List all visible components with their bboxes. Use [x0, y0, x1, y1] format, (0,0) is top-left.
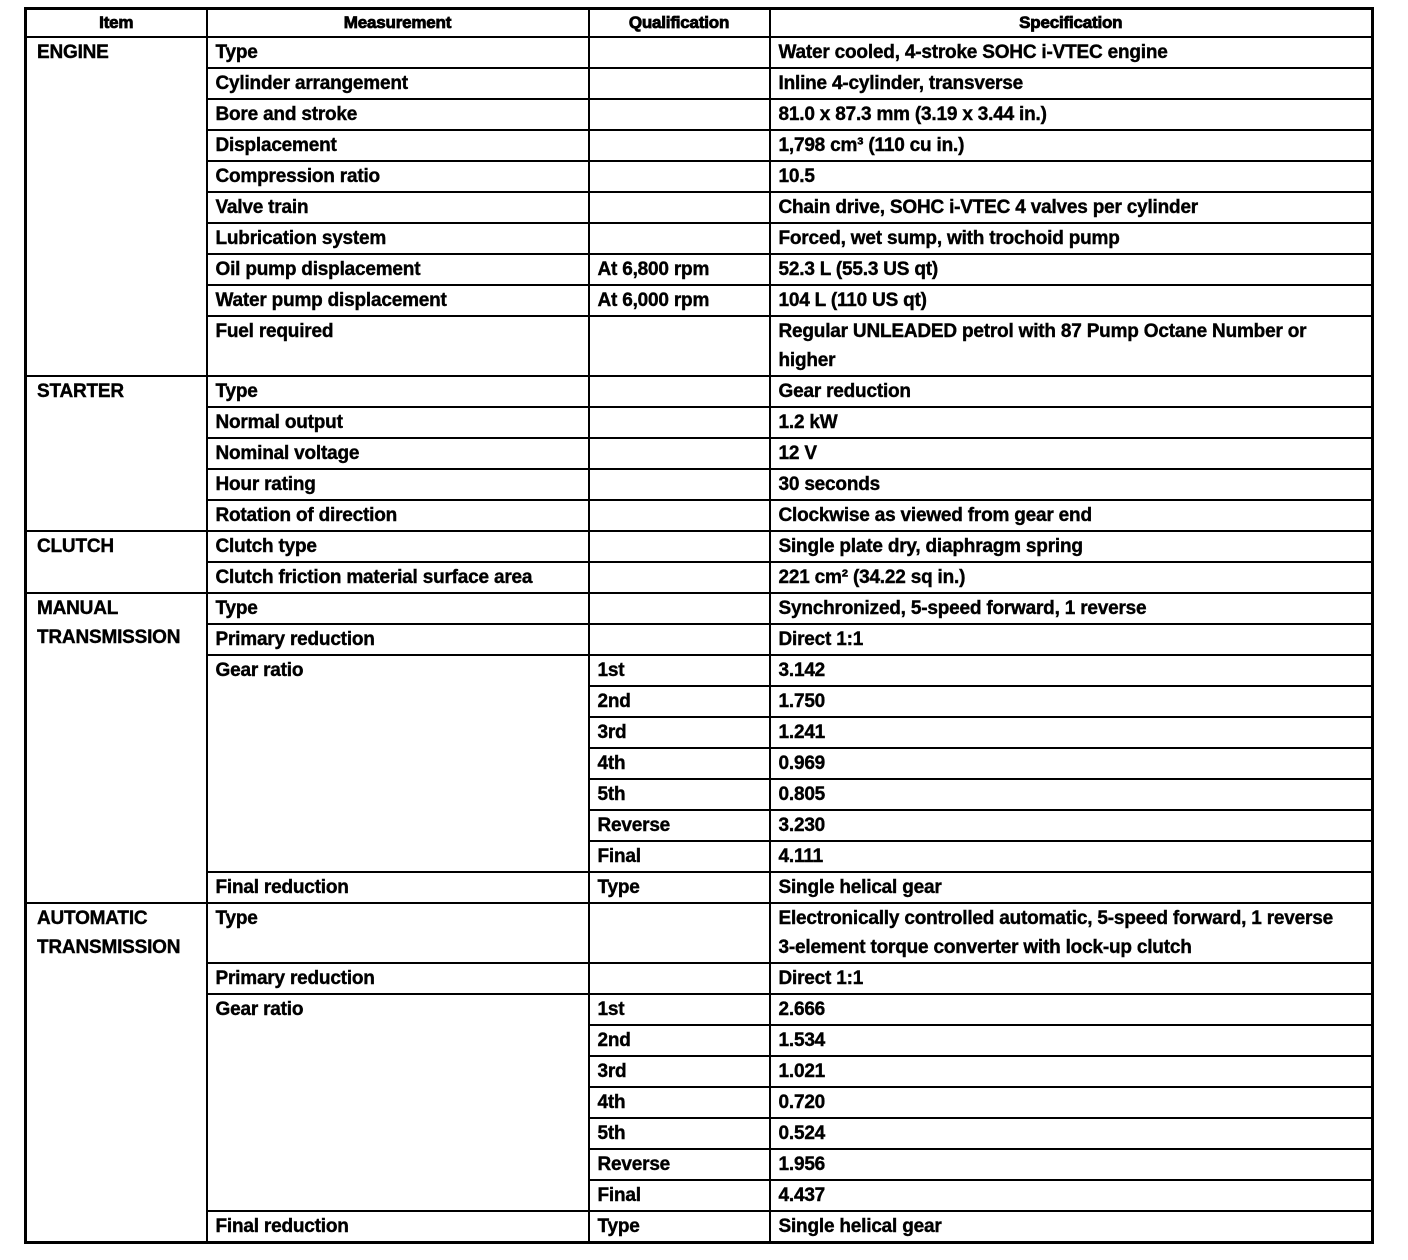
specification-cell: Direct 1:1	[770, 624, 1373, 655]
specification-cell: 1.750	[770, 686, 1373, 717]
table-row	[26, 1211, 1373, 1243]
specification-cell: 1,798 cm³ (110 cu in.)	[770, 130, 1373, 161]
qualification-cell: 5th	[589, 779, 770, 810]
specification-cell: Direct 1:1	[770, 963, 1373, 994]
header-item: Item	[26, 9, 207, 38]
table-row	[26, 192, 1373, 223]
measurement-cell: Type	[207, 376, 589, 407]
measurement-cell: Bore and stroke	[207, 99, 589, 130]
qualification-cell	[589, 407, 770, 438]
table-row	[26, 37, 1373, 68]
table-row	[26, 500, 1373, 531]
table-row	[26, 376, 1373, 407]
specification-cell: 0.969	[770, 748, 1373, 779]
specification-cell: Regular UNLEADED petrol with 87 Pump Octane Number or higher	[770, 316, 1373, 376]
qualification-cell	[589, 192, 770, 223]
item-label-line: TRANSMISSION	[37, 627, 181, 648]
qualification-cell	[589, 130, 770, 161]
table-row	[26, 963, 1373, 994]
measurement-cell: Final reduction	[207, 872, 589, 903]
qualification-cell	[589, 223, 770, 254]
specification-cell	[770, 903, 1373, 963]
specification-cell: 4.437	[770, 1180, 1373, 1211]
qualification-cell	[589, 161, 770, 192]
specification-cell: 0.720	[770, 1087, 1373, 1118]
item-label-line: MANUAL	[37, 598, 119, 619]
specification-cell: 1.021	[770, 1056, 1373, 1087]
table-row	[26, 407, 1373, 438]
specification-cell: 52.3 L (55.3 US qt)	[770, 254, 1373, 285]
measurement-cell-gear-ratio: Gear ratio	[207, 655, 589, 872]
item-automatic-transmission	[26, 903, 207, 1243]
qualification-cell	[589, 500, 770, 531]
qualification-cell	[589, 903, 770, 963]
specification-cell: Forced, wet sump, with trochoid pump	[770, 223, 1373, 254]
item-label-line: TRANSMISSION	[37, 937, 181, 958]
specification-cell: 81.0 x 87.3 mm (3.19 x 3.44 in.)	[770, 99, 1373, 130]
qualification-cell	[589, 316, 770, 376]
table-row	[26, 285, 1373, 316]
specification-cell: 10.5	[770, 161, 1373, 192]
measurement-cell: Hour rating	[207, 469, 589, 500]
qualification-cell: 2nd	[589, 1025, 770, 1056]
qualification-cell: 2nd	[589, 686, 770, 717]
table-row	[26, 655, 1373, 686]
measurement-cell: Primary reduction	[207, 624, 589, 655]
table-row	[26, 469, 1373, 500]
specification-cell: Gear reduction	[770, 376, 1373, 407]
measurement-cell: Final reduction	[207, 1211, 589, 1243]
item-manual-transmission	[26, 593, 207, 903]
specification-cell: 12 V	[770, 438, 1373, 469]
specification-cell: Chain drive, SOHC i-VTEC 4 valves per cylinder	[770, 192, 1373, 223]
qualification-cell: 1st	[589, 655, 770, 686]
qualification-cell	[589, 624, 770, 655]
measurement-cell: Water pump displacement	[207, 285, 589, 316]
table-row	[26, 68, 1373, 99]
qualification-cell: 4th	[589, 1087, 770, 1118]
table-row	[26, 903, 1373, 963]
specification-cell: Single helical gear	[770, 1211, 1373, 1243]
qualification-cell	[589, 37, 770, 68]
measurement-cell: Compression ratio	[207, 161, 589, 192]
table-row	[26, 624, 1373, 655]
qualification-cell	[589, 376, 770, 407]
item-clutch: CLUTCH	[26, 531, 207, 593]
table-row	[26, 130, 1373, 161]
item-starter: STARTER	[26, 376, 207, 531]
header-specification: Specification	[770, 9, 1373, 38]
measurement-cell-gear-ratio: Gear ratio	[207, 994, 589, 1211]
qualification-cell	[589, 562, 770, 593]
table-row	[26, 161, 1373, 192]
qualification-cell	[589, 99, 770, 130]
measurement-cell: Valve train	[207, 192, 589, 223]
qualification-cell: Type	[589, 1211, 770, 1243]
qualification-cell: Final	[589, 841, 770, 872]
specification-cell: Single plate dry, diaphragm spring	[770, 531, 1373, 562]
qualification-cell: 4th	[589, 748, 770, 779]
specification-cell: Clockwise as viewed from gear end	[770, 500, 1373, 531]
qualification-cell: 3rd	[589, 1056, 770, 1087]
specification-cell: 4.111	[770, 841, 1373, 872]
specification-cell: 1.534	[770, 1025, 1373, 1056]
specification-cell: 0.524	[770, 1118, 1373, 1149]
table-row	[26, 872, 1373, 903]
specification-cell: 2.666	[770, 994, 1373, 1025]
specification-cell: Water cooled, 4-stroke SOHC i-VTEC engine	[770, 37, 1373, 68]
header-qualification: Qualification	[589, 9, 770, 38]
specification-cell: 3.230	[770, 810, 1373, 841]
measurement-cell: Type	[207, 37, 589, 68]
table-row	[26, 99, 1373, 130]
qualification-cell: Final	[589, 1180, 770, 1211]
measurement-cell: Lubrication system	[207, 223, 589, 254]
measurement-cell: Normal output	[207, 407, 589, 438]
qualification-cell: At 6,800 rpm	[589, 254, 770, 285]
specification-cell: 3.142	[770, 655, 1373, 686]
qualification-cell	[589, 963, 770, 994]
qualification-cell: 3rd	[589, 717, 770, 748]
qualification-cell: At 6,000 rpm	[589, 285, 770, 316]
item-engine: ENGINE	[26, 37, 207, 376]
qualification-cell: 1st	[589, 994, 770, 1025]
measurement-cell: Clutch type	[207, 531, 589, 562]
qualification-cell	[589, 438, 770, 469]
specification-cell: 1.2 kW	[770, 407, 1373, 438]
header-row	[26, 9, 1373, 38]
qualification-cell	[589, 68, 770, 99]
measurement-cell: Type	[207, 903, 589, 963]
measurement-cell: Cylinder arrangement	[207, 68, 589, 99]
qualification-cell: Type	[589, 872, 770, 903]
table-row	[26, 438, 1373, 469]
specification-cell: Single helical gear	[770, 872, 1373, 903]
measurement-cell: Fuel required	[207, 316, 589, 376]
measurement-cell: Clutch friction material surface area	[207, 562, 589, 593]
table-row	[26, 593, 1373, 624]
table-row	[26, 316, 1373, 376]
measurement-cell: Displacement	[207, 130, 589, 161]
measurement-cell: Primary reduction	[207, 963, 589, 994]
measurement-cell: Rotation of direction	[207, 500, 589, 531]
table-row	[26, 254, 1373, 285]
specification-cell: 104 L (110 US qt)	[770, 285, 1373, 316]
specification-cell: Synchronized, 5-speed forward, 1 reverse	[770, 593, 1373, 624]
specification-cell: 30 seconds	[770, 469, 1373, 500]
qualification-cell	[589, 469, 770, 500]
measurement-cell: Nominal voltage	[207, 438, 589, 469]
header-measurement: Measurement	[207, 9, 589, 38]
qualification-cell: Reverse	[589, 1149, 770, 1180]
specification-cell: 1.956	[770, 1149, 1373, 1180]
measurement-cell: Type	[207, 593, 589, 624]
specification-line: Electronically controlled automatic, 5-speed forward, 1 reverse	[778, 908, 1333, 929]
specification-cell: Inline 4-cylinder, transverse	[770, 68, 1373, 99]
table-row	[26, 562, 1373, 593]
table-row	[26, 994, 1373, 1025]
specification-line: 3-element torque converter with lock-up clutch	[778, 937, 1192, 958]
measurement-cell: Oil pump displacement	[207, 254, 589, 285]
qualification-cell: 5th	[589, 1118, 770, 1149]
specifications-table	[24, 7, 1374, 1244]
table-row	[26, 531, 1373, 562]
table-row	[26, 223, 1373, 254]
qualification-cell	[589, 593, 770, 624]
specification-cell: 221 cm² (34.22 sq in.)	[770, 562, 1373, 593]
qualification-cell: Reverse	[589, 810, 770, 841]
qualification-cell	[589, 531, 770, 562]
specification-cell: 0.805	[770, 779, 1373, 810]
item-label-line: AUTOMATIC	[37, 908, 148, 929]
specification-cell: 1.241	[770, 717, 1373, 748]
